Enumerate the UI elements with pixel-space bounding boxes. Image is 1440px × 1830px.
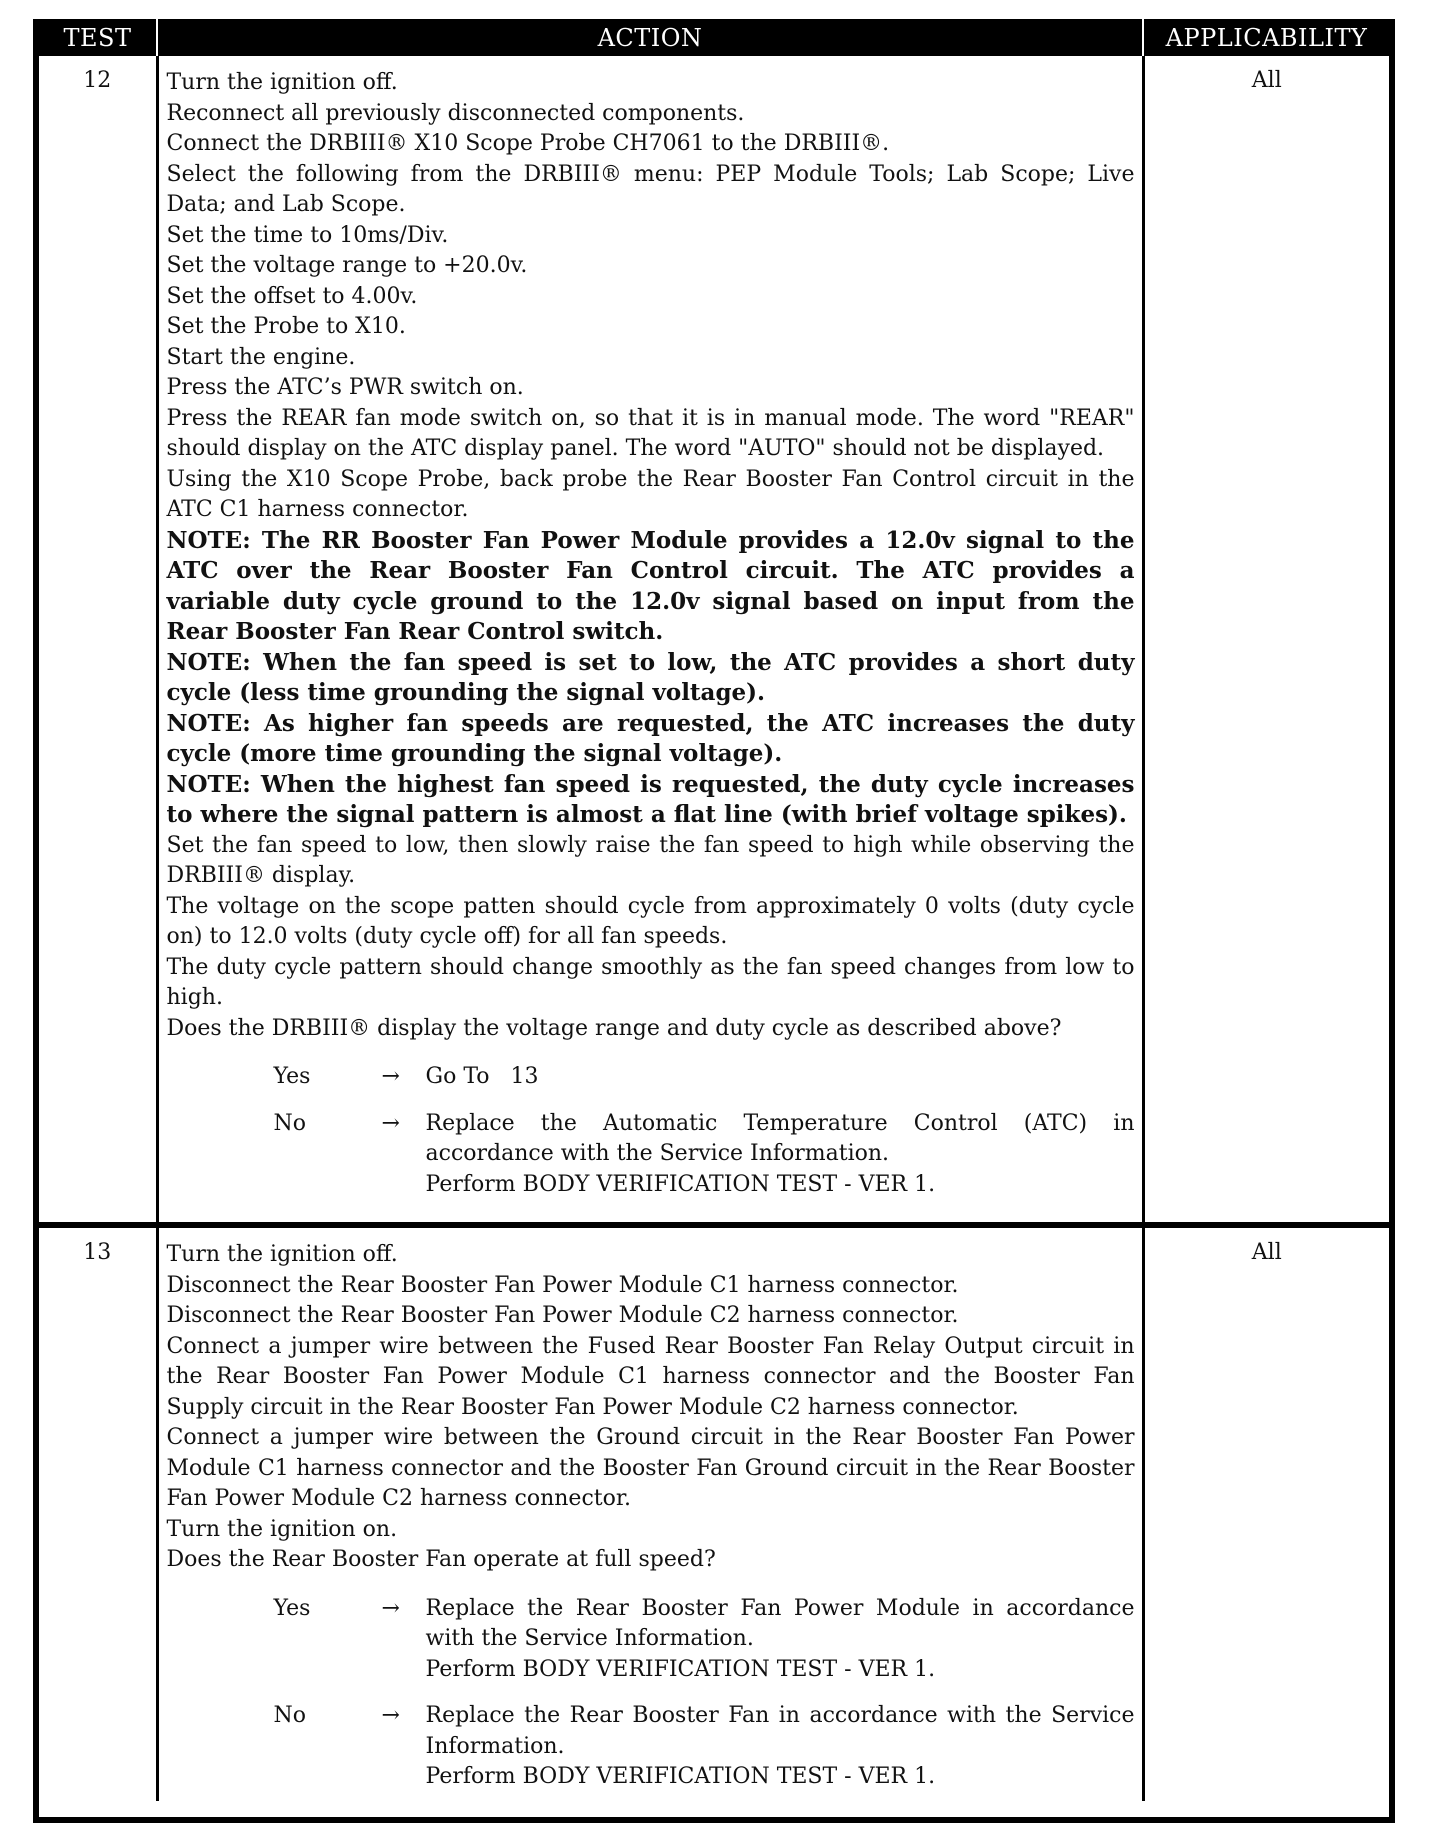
yes-result (426, 1062, 1135, 1093)
no-result (426, 1701, 1135, 1793)
step-line: Using the X10 Scope Probe, back probe the Rear Booster Fan Control circuit in the ATC C1 harness connector. (166, 466, 1135, 522)
header-test: TEST (39, 19, 157, 56)
result-line: Replace the Rear Booster Fan in accordance with the Service Information. (425, 1703, 1135, 1759)
step-line: Start the engine. (166, 344, 356, 370)
step-line: Turn the ignition off. (166, 70, 398, 95)
yes-label: Yes (273, 1595, 311, 1621)
step-line: Select the following from the DRBIII® menu: PEP Module Tools; Lab Scope; Live Data; and Lab Scope. (166, 161, 1135, 217)
header-action: ACTION (157, 19, 1143, 56)
result-line: Perform BODY VERIFICATION TEST - VER 1. (425, 1764, 936, 1789)
step-line: Disconnect the Rear Booster Fan Power Module C2 harness connector. (166, 1303, 959, 1328)
applicability-value: All (1251, 68, 1282, 93)
step-line: Disconnect the Rear Booster Fan Power Module C1 harness connector. (166, 1272, 959, 1298)
note-line: NOTE: When the fan speed is set to low, the ATC provides a short duty cycle (less time grounding the signal voltage). (166, 648, 1135, 706)
step-line: Set the Probe to X10. (166, 314, 406, 339)
question-line: Does the Rear Booster Fan operate at full speed? (166, 1547, 716, 1572)
yes-label: Yes (273, 1064, 311, 1089)
step-line: Press the ATC’s PWR switch on. (166, 375, 524, 400)
test-number: 13 (39, 1225, 157, 1801)
step-line: Connect a jumper wire between the Ground circuit in the Rear Booster Fan Power Module C1 harness connector and the Booster Fan Ground circuit in the Rear Booster Fan Power Module C2 harness connector. (166, 1425, 1135, 1511)
no-branch (167, 1109, 1135, 1201)
step-line: Set the fan speed to low, then slowly raise the fan speed to high while observing the DRBIII® display. (166, 832, 1135, 888)
diagnostic-test-table (33, 19, 1395, 1823)
action-cell (157, 56, 1143, 1225)
step-line: The duty cycle pattern should change smoothly as the fan speed changes from low to high. (166, 954, 1135, 1010)
step-line: Reconnect all previously disconnected components. (166, 100, 745, 126)
test-table (39, 19, 1389, 1801)
header-applicability: APPLICABILITY (1143, 19, 1389, 56)
right-arrow-icon: → (381, 1064, 400, 1089)
note-line: NOTE: As higher fan speeds are requested, the ATC increases the duty cycle (more time grounding the signal voltage). (166, 709, 1135, 767)
result-line: Go To 13 (425, 1064, 539, 1089)
header-row (39, 19, 1389, 56)
step-line: Set the offset to 4.00v. (166, 283, 418, 309)
right-arrow-icon: → (381, 1110, 400, 1136)
step-line: Connect a jumper wire between the Fused Rear Booster Fan Relay Output circuit in the Rear Booster Fan Power Module C1 harness connector and the Booster Fan Supply circuit in the Rear Booster Fan Power Module C2 harness connector. (166, 1333, 1135, 1420)
result-line: Perform BODY VERIFICATION TEST - VER 1. (425, 1656, 936, 1682)
no-result (426, 1109, 1135, 1201)
no-branch (167, 1701, 1135, 1793)
result-line: Replace the Automatic Temperature Control (ATC) in accordance with the Service Information. (425, 1110, 1135, 1166)
step-line: Turn the ignition off. (166, 1242, 398, 1267)
right-arrow-icon: → (381, 1595, 400, 1621)
note-line: NOTE: When the highest fan speed is requested, the duty cycle increases to where the signal pattern is almost a flat line (with brief voltage spikes). (166, 770, 1135, 828)
step-line: Set the time to 10ms/Div. (166, 222, 449, 248)
applicability-value: All (1143, 1225, 1389, 1801)
question-line: Does the DRBIII® display the voltage range and duty cycle as described above? (166, 1015, 1062, 1041)
step-line: Connect the DRBIII® X10 Scope Probe CH7061 to the DRBIII®. (166, 131, 890, 156)
test-row-12 (39, 56, 1389, 1225)
result-line: Perform BODY VERIFICATION TEST - VER 1. (425, 1171, 936, 1197)
step-line: The voltage on the scope patten should cycle from approximately 0 volts (duty cycle on) to 12.0 volts (duty cycle off) for all fan speeds. (166, 893, 1135, 949)
no-label: No (273, 1110, 306, 1136)
test-row-13 (39, 1225, 1389, 1801)
step-line: Turn the ignition on. (166, 1516, 398, 1542)
step-line: Press the REAR fan mode switch on, so that it is in manual mode. The word "REAR" should display on the ATC display panel. The word "AUTO" should not be displayed. (166, 405, 1135, 461)
result-line: Replace the Rear Booster Fan Power Module in accordance with the Service Information. (425, 1595, 1135, 1651)
note-line: NOTE: The RR Booster Fan Power Module provides a 12.0v signal to the ATC over the Rear Booster Fan Control circuit. The ATC provides a variable duty cycle ground to the 12.0v signal based on input from the Rear Booster Fan Rear Control switch. (166, 526, 1135, 645)
yes-branch (167, 1594, 1135, 1686)
step-line: Set the voltage range to +20.0v. (166, 253, 528, 278)
no-label: No (273, 1703, 306, 1728)
yes-branch (167, 1062, 1135, 1093)
test-number: 12 (83, 68, 112, 93)
action-cell (157, 1225, 1143, 1801)
right-arrow-icon: → (381, 1703, 400, 1728)
yes-result (426, 1594, 1135, 1686)
